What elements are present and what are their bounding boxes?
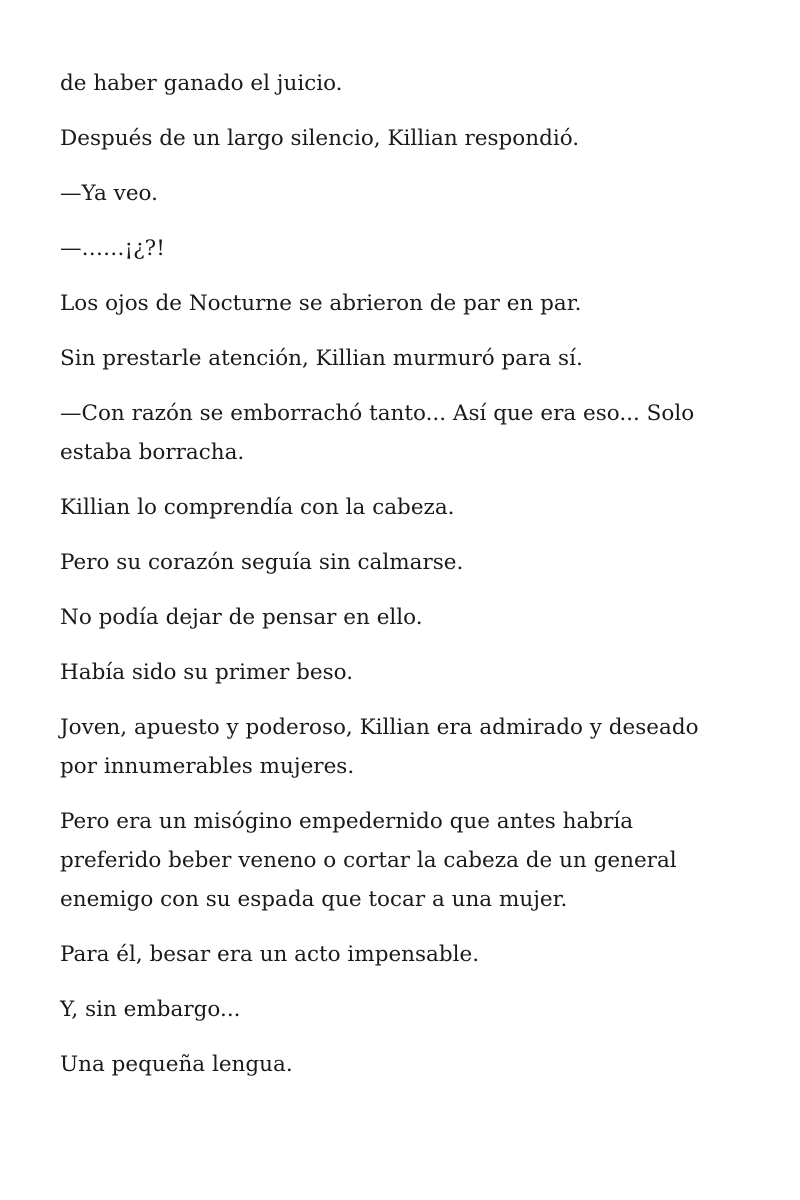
paragraph: Los ojos de Nocturne se abrieron de par en par.	[60, 291, 582, 316]
paragraph: Y, sin embargo...	[60, 997, 241, 1022]
reader-page	[60, 64, 740, 1100]
paragraph: Sin prestarle atención, Killian murmuró para sí.	[60, 346, 583, 371]
paragraph: de haber ganado el juicio.	[60, 71, 343, 96]
paragraph: No podía dejar de pensar en ello.	[60, 605, 423, 630]
paragraph: Joven, apuesto y poderoso, Killian era admirado y deseado por innumerables mujeres.	[60, 715, 699, 779]
paragraph: Pero su corazón seguía sin calmarse.	[60, 550, 464, 575]
paragraph: —……¡¿?!	[60, 236, 165, 261]
paragraph: Para él, besar era un acto impensable.	[60, 942, 480, 967]
paragraph: —Ya veo.	[60, 181, 158, 206]
paragraph: Después de un largo silencio, Killian respondió.	[60, 126, 580, 151]
paragraph: —Con razón se emborrachó tanto... Así que era eso... Solo estaba borracha.	[60, 401, 695, 465]
paragraph: Una pequeña lengua.	[60, 1052, 293, 1077]
paragraph: Killian lo comprendía con la cabeza.	[60, 495, 455, 520]
paragraph: Había sido su primer beso.	[60, 660, 354, 685]
paragraph: Pero era un misógino empedernido que antes habría preferido beber veneno o cortar la cabeza de un general enemigo con su espada que tocar a una mujer.	[60, 809, 677, 912]
